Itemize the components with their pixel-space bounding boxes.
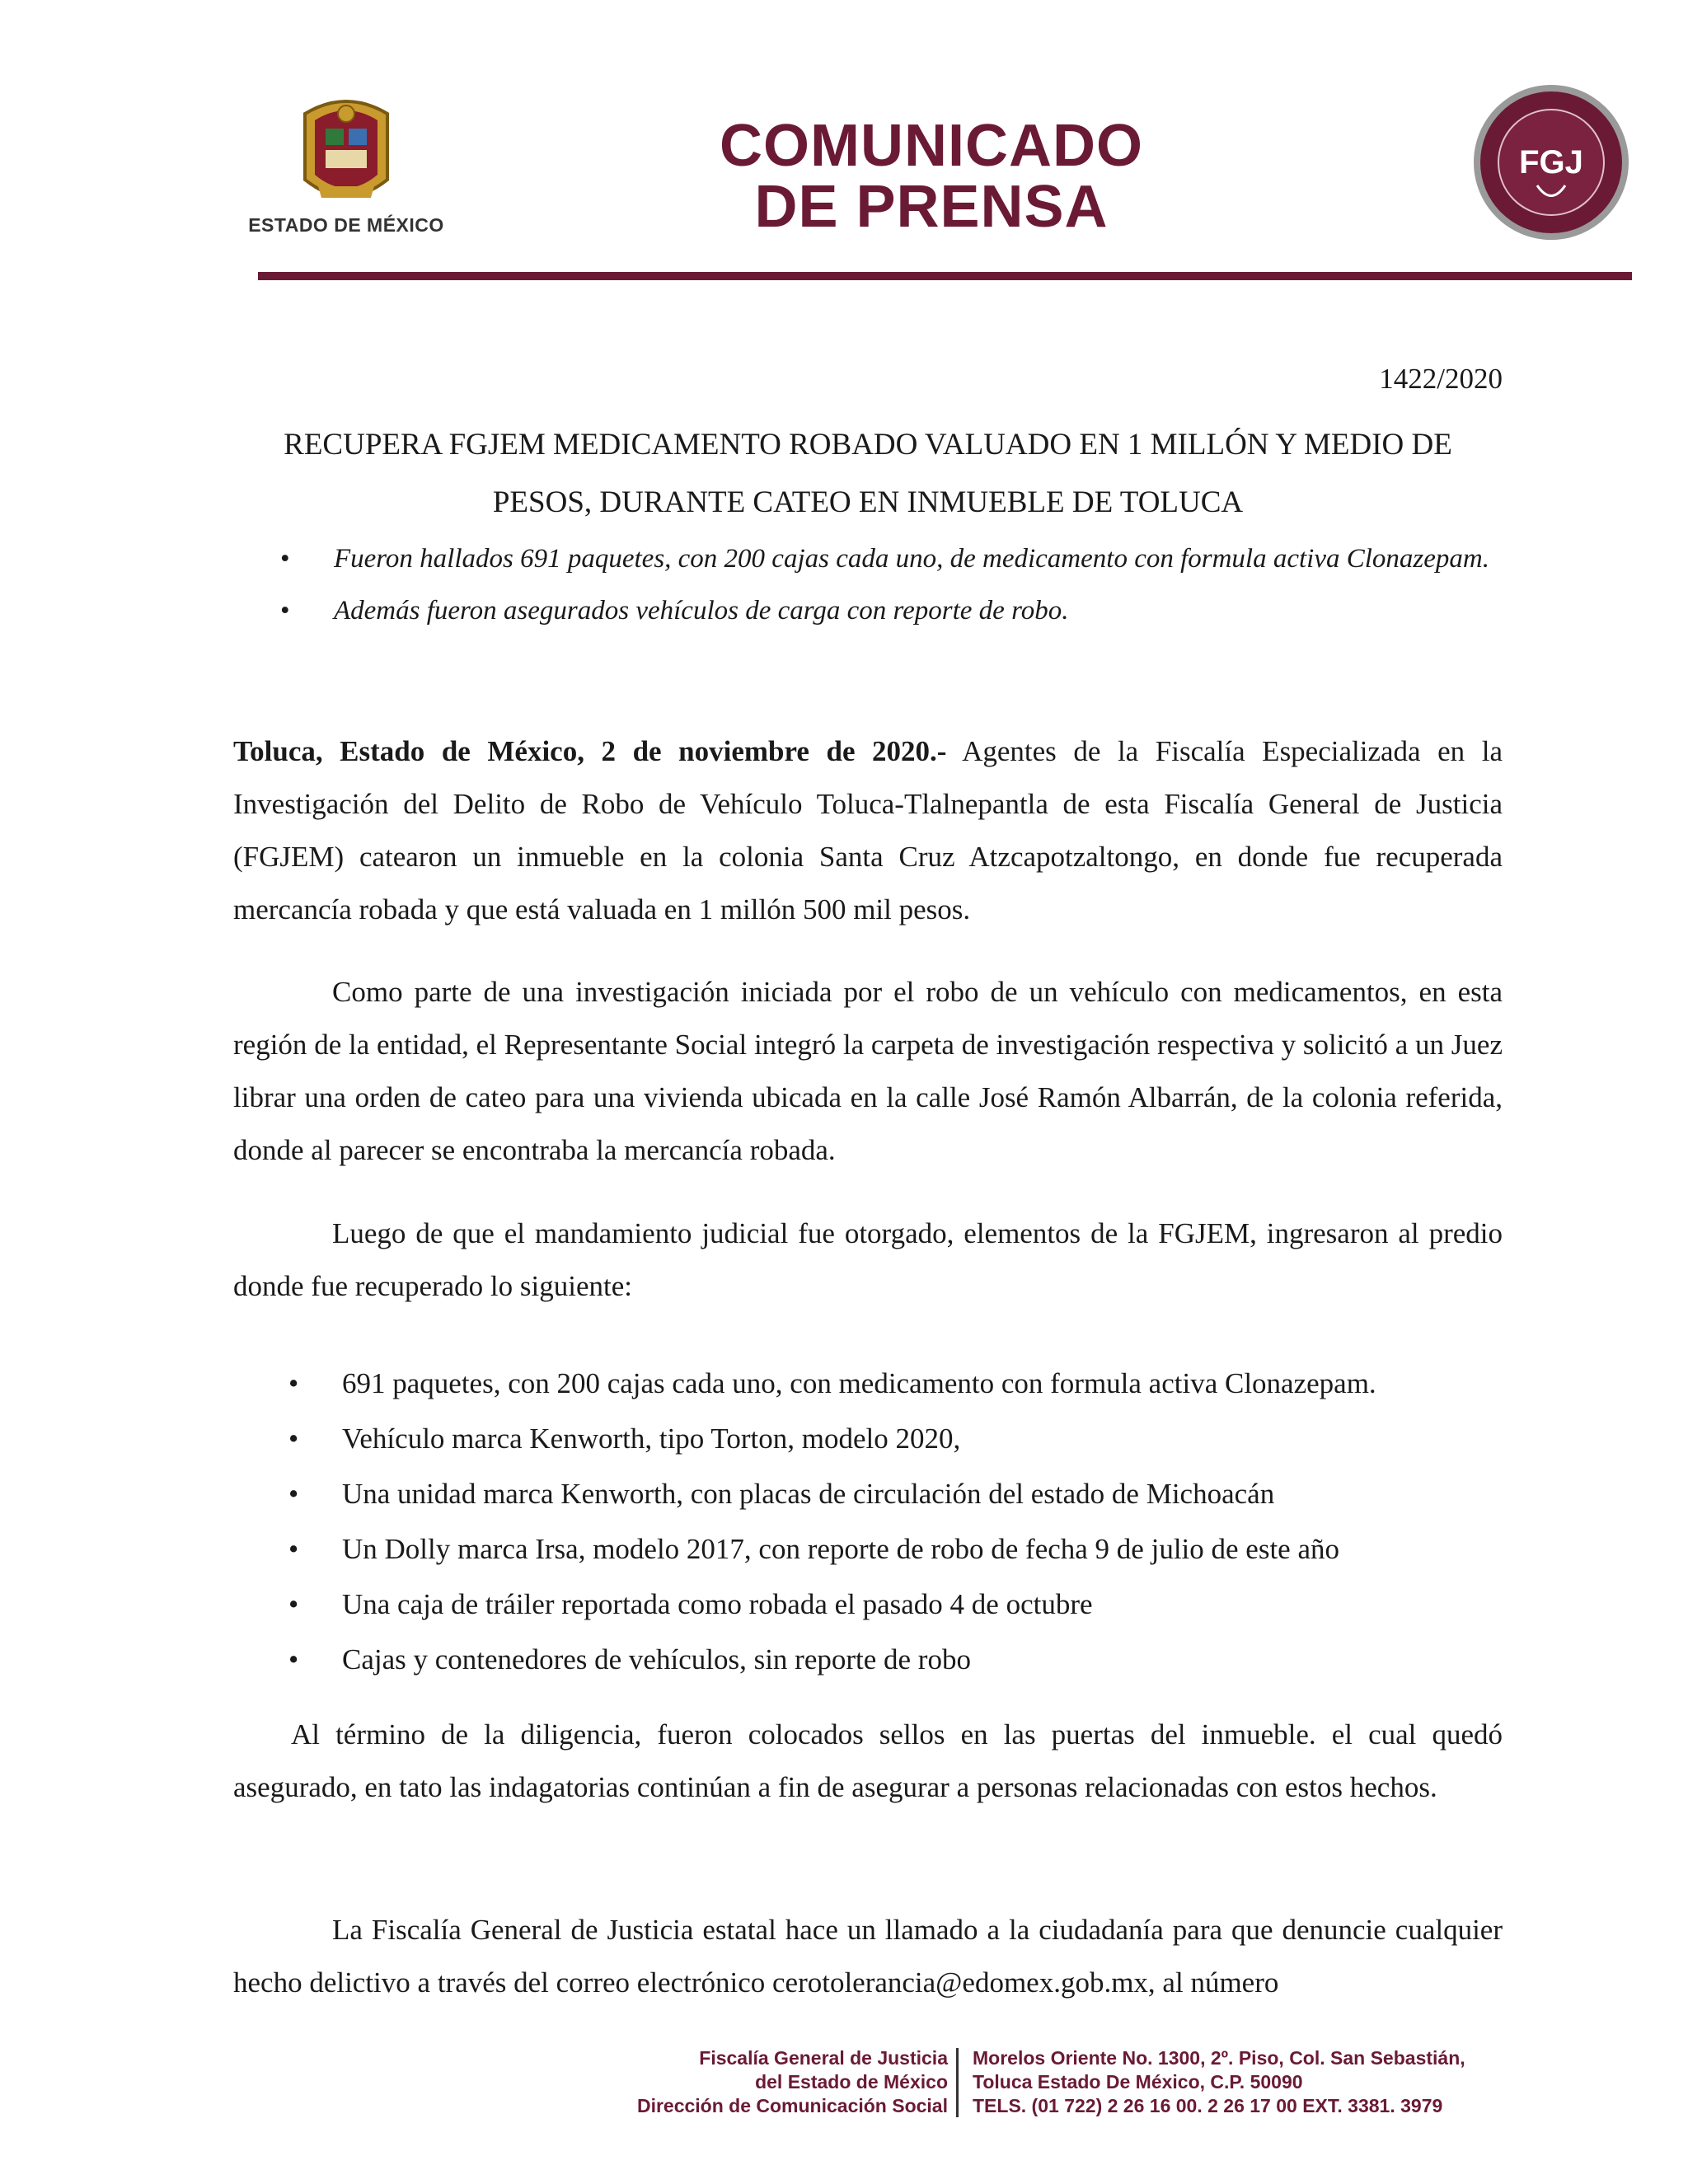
estado-de-mexico-label: ESTADO DE MÉXICO [248, 214, 444, 236]
paragraph-5-container [233, 1904, 1503, 2009]
footer-address [973, 2046, 1465, 2118]
document-number: 1422/2020 [1379, 363, 1503, 395]
paragraph-1 [233, 725, 1503, 936]
paragraph-1-body: Agentes de la Fiscalía Especializada en la Investigación del Delito de Robo de Vehículo Toluca-Tlalnepantla de esta Fiscalía General de Justicia (FGJEM) catearon un inmueble en la colonia Santa Cruz Atzcapotzaltongo, en donde fue recuperada mercancía robada y que está valuada en 1 millón 500 mil pesos. [233, 735, 1503, 926]
footer-right-line-3: TELS. (01 722) 2 26 16 00. 2 26 17 00 EXT. 3381. 3979 [973, 2095, 1443, 2116]
paragraph-2-container [233, 966, 1503, 1177]
summary-bullet: • Fueron hallados 691 paquetes, con 200 cajas cada uno, de medicamento con formula activa Clonazepam. [280, 533, 1504, 585]
paragraph-3: Luego de que el mandamiento judicial fue otorgado, elementos de la FGJEM, ingresaron al predio donde fue recuperado lo siguiente: [233, 1217, 1503, 1302]
paragraph-2: Como parte de una investigación iniciada por el robo de un vehículo con medicamentos, en esta región de la entidad, el Representante Social integró la carpeta de investigación respectiva y solicitó a un Juez librar una orden de cateo para una vivienda ubicada en la calle José Ramón Albarrán, de la colonia referida, donde al parecer se encontraba la mercancía robada. [233, 976, 1503, 1166]
footer-left-line-3: Dirección de Comunicación Social [636, 2095, 948, 2116]
list-item: • Cajas y contenedores de vehículos, sin reporte de robo [288, 1632, 1508, 1687]
list-item: • 691 paquetes, con 200 cajas cada uno, con medicamento con formula activa Clonazepam. [288, 1356, 1508, 1411]
summary-bullet: • Además fueron asegurados vehículos de carga con reporte de robo. [280, 585, 1504, 637]
list-item: • Un Dolly marca Irsa, modelo 2017, con reporte de robo de fecha 9 de julio de este año [288, 1521, 1508, 1577]
paragraph-1-container [233, 725, 1503, 936]
title-line-2: DE PRENSA [754, 174, 1109, 240]
footer-left-line-1: Fiscalía General de Justicia [699, 2047, 948, 2069]
fgj-seal-text: FGJ [1519, 144, 1583, 180]
headline [233, 416, 1503, 532]
estado-de-mexico-logo [247, 82, 445, 247]
paragraph-4-container [233, 1708, 1503, 1814]
summary-bullets [280, 533, 1504, 637]
paragraph-4: Al término de la diligencia, fueron colocados sellos en las puertas del inmueble. el cual quedó asegurado, en tato las indagatorias continúan a fin de asegurar a personas relacionadas con estos hechos. [233, 1718, 1503, 1803]
footer [495, 2046, 1517, 2137]
coat-of-arms-icon [288, 89, 404, 213]
dateline: Toluca, Estado de México, 2 de noviembre de 2020.- [233, 735, 947, 767]
footer-institution [637, 2046, 948, 2118]
header-divider [258, 272, 1632, 280]
paragraph-3-container [233, 1207, 1503, 1313]
page-title [577, 113, 1286, 240]
list-item: • Una unidad marca Kenworth, con placas de circulación del estado de Michoacán [288, 1466, 1508, 1521]
paragraph-5: La Fiscalía General de Justicia estatal hace un llamado a la ciudadanía para que denuncie cualquier hecho delictivo a través del correo electrónico cerotolerancia@edomex.gob.mx, al número [233, 1914, 1503, 1999]
fgj-seal-logo [1471, 82, 1632, 243]
list-item: • Vehículo marca Kenworth, tipo Torton, modelo 2020, [288, 1411, 1508, 1466]
headline-line-2: PESOS, DURANTE CATEO EN INMUEBLE DE TOLUCA [492, 485, 1244, 519]
title-line-1: COMUNICADO [720, 113, 1143, 179]
headline-line-1: RECUPERA FGJEM MEDICAMENTO ROBADO VALUADO EN 1 MILLÓN Y MEDIO DE [284, 428, 1452, 462]
footer-separator [956, 2048, 959, 2117]
footer-right-line-1: Morelos Oriente No. 1300, 2º. Piso, Col. San Sebastián, [973, 2047, 1465, 2069]
list-item: • Una caja de tráiler reportada como robada el pasado 4 de octubre [288, 1577, 1508, 1632]
footer-right-line-2: Toluca Estado De México, C.P. 50090 [973, 2071, 1303, 2093]
recovered-items-list [288, 1356, 1508, 1687]
footer-left-line-2: del Estado de México [755, 2071, 948, 2093]
